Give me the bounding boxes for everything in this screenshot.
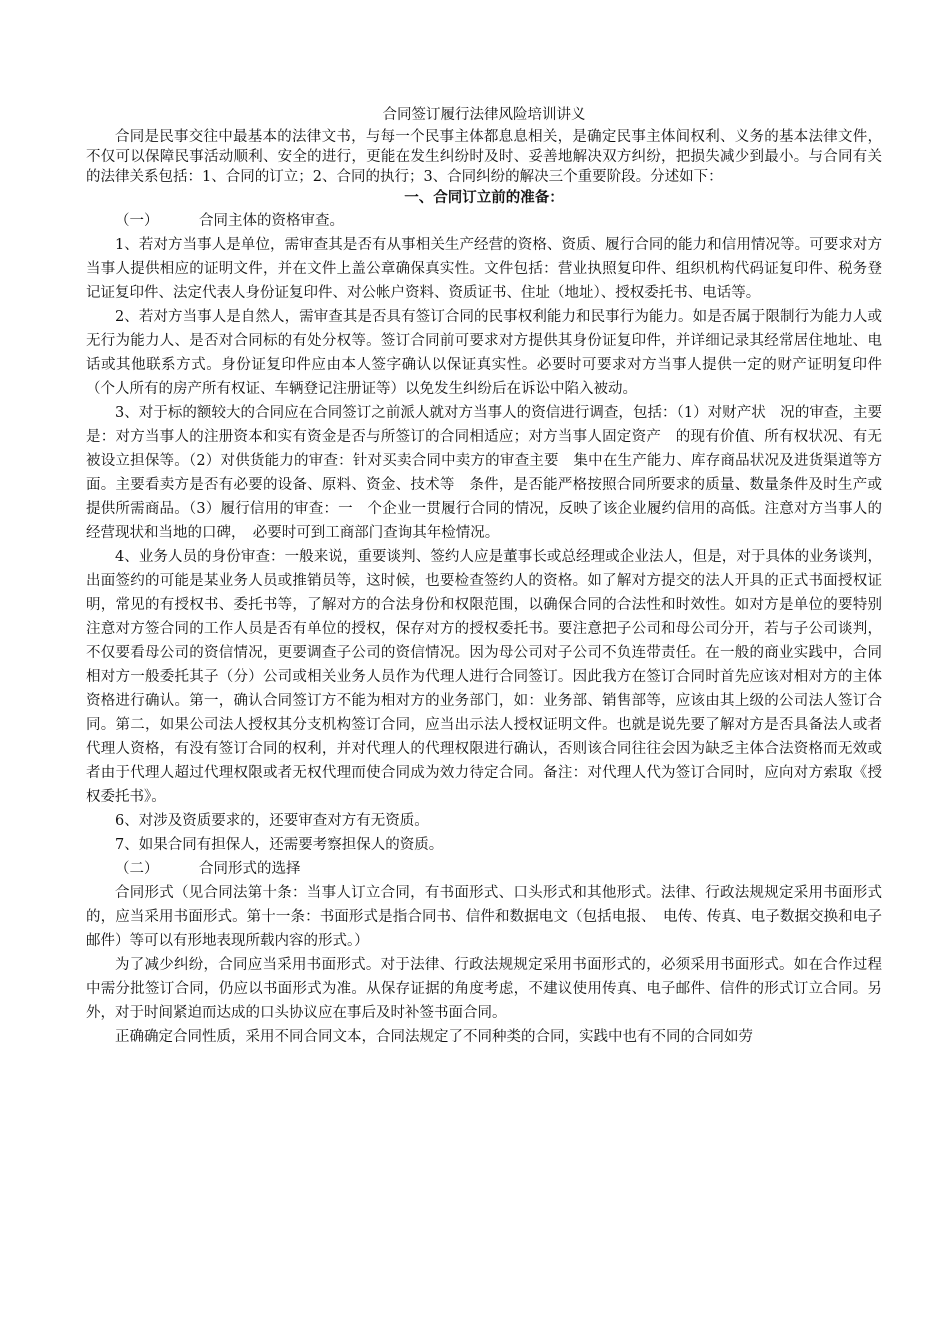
paragraph-3: 3、对于标的额较大的合同应在合同签订之前派人就对方当事人的资信进行调查，包括：（1）对财产状 况的审查，主要是：对方当事人的注册资本和实有资金是否与所签订的合同相适应；对方当事人固定资产 的现有价值、所有权状况、有无被设立担保等。（2）对供货能力的审查：针对买卖合同中卖方的审查主要 集中在生产能力、库存商品状况及进货渠道等方面。主要看卖方是否有必要的设备、原料、资金、技术等 条件，是否能严格按照合同所要求的质量、数量条件及时生产或提供所需商品。（3）履行信用的审查：一 个企业一贯履行合同的情况，反映了该企业履约信用的高低。注意对方当事人的经营现状和当地的口碑， 必要时可到工商部门查询其年检情况。 bbox=[86, 405, 882, 541]
paragraph-6: 6、对涉及资质要求的，还要审查对方有无资质。 bbox=[115, 813, 429, 829]
paragraph-1: 1、若对方当事人是单位，需审查其是否有从事相关生产经营的资格、资质、履行合同的能力和信用情况等。可要求对方当事人提供相应的证明文件，并在文件上盖公章确保真实性。文件包括：营业执照复印件、组织机构代码证复印件、税务登记证复印件、法定代表人身份证复印件、对公帐户资料、资质证书、住址（地址）、授权委托书、电话等。 bbox=[86, 237, 882, 301]
paragraph-10: 正确确定合同性质，采用不同合同文本，合同法规定了不同种类的合同，实践中也有不同的合同如劳 bbox=[115, 1029, 753, 1045]
subsection-title: 合同形式的选择 bbox=[199, 861, 301, 877]
subsection-title: 合同主体的资格审查。 bbox=[199, 213, 344, 229]
subsection-number: （一） bbox=[115, 213, 159, 229]
intro-paragraph: 合同是民事交往中最基本的法律文书，与每一个民事主体都息息相关，是确定民事主体间权利、义务的基本法律文件，不仅可以保障民事活动顺利、安全的进行，更能在发生纠纷时及时、妥善地解决双方纠纷，把损失减少到最小。与合同有关的法律关系包括：1、合同的订立；2、合同的执行；3、合同纠纷的解决三个重要阶段。分述如下： bbox=[86, 129, 882, 185]
document-title: 合同签订履行法律风险培训讲义 bbox=[382, 107, 586, 123]
paragraph-4: 4、业务人员的身份审查：一般来说，重要谈判、签约人应是董事长或总经理或企业法人，但是，对于具体的业务谈判，出面签约的可能是某业务人员或推销员等，这时候，也要检查签约人的资格。如了解对方提交的法人开具的正式书面授权证明，常见的有授权书、委托书等，了解对方的合法身份和权限范围，以确保合同的合法性和时效性。如对方是单位的要特别注意对方签合同的工作人员是否有单位的授权，保存对方的授权委托书。要注意把子公司和母公司分开，若与子公司谈判，不仅要看母公司的资信情况，更要调查子公司的资信情况。因为母公司对子公司不负连带责任。在一般的商业实践中，合同相对方一般委托其子（分）公司或相关业务人员作为代理人进行合同签订。因此我方在签订合同时首先应该对相对方的主体资格进行确认。第一，确认合同签订方不能为相对方的业务部门，如：业务部、销售部等，应该由其上级的公司法人签订合同。第二，如果公司法人授权其分支机构签订合同，应当出示法人授权证明文件。也就是说先要了解对方是否具备法人或者代理人资格，有没有签订合同的权利，并对代理人的代理权限进行确认，否则该合同往往会因为缺乏主体合法资格而无效或者由于代理人超过代理权限或者无权代理而使合同成为效力待定合同。备注：对代理人代为签订合同时，应向对方索取《授权委托书》。 bbox=[86, 549, 882, 805]
paragraph-2: 2、若对方当事人是自然人，需审查其是否具有签订合同的民事权利能力和民事行为能力。如是否属于限制行为能力人或无行为能力人、是否对合同标的有处分权等。签订合同前可要求对方提供其身份证复印件，并详细记录其经常居住地址、电话或其他联系方式。身份证复印件应由本人签字确认以保证真实性。必要时可要求对方当事人提供一定的财产证明复印件（个人所有的房产所有权证、车辆登记注册证等）以免发生纠纷后在诉讼中陷入被动。 bbox=[86, 309, 882, 397]
paragraph-7: 7、如果合同有担保人，还需要考察担保人的资质。 bbox=[115, 837, 444, 853]
paragraph-8: 合同形式（见合同法第十条：当事人订立合同，有书面形式、口头形式和其他形式。法律、行政法规规定采用书面形式的，应当采用书面形式。第十一条：书面形式是指合同书、信件和数据电文（包括电报、 电传、传真、电子数据交换和电子邮件）等可以有形地表现所载内容的形式。） bbox=[86, 885, 882, 949]
document-page bbox=[86, 104, 882, 1049]
subsection-number: （二） bbox=[115, 861, 159, 877]
section-heading: 一、合同订立前的准备： bbox=[404, 189, 564, 206]
paragraph-9: 为了减少纠纷，合同应当采用书面形式。对于法律、行政法规规定采用书面形式的，必须采用书面形式。如在合作过程中需分批签订合同，仍应以书面形式为准。从保存证据的角度考虑，不建议使用传真、电子邮件、信件的形式订立合同。另外，对于时间紧迫而达成的口头协议应在事后及时补签书面合同。 bbox=[86, 957, 882, 1021]
subsection-heading-1 bbox=[86, 209, 882, 233]
subsection-heading-2 bbox=[86, 857, 882, 881]
